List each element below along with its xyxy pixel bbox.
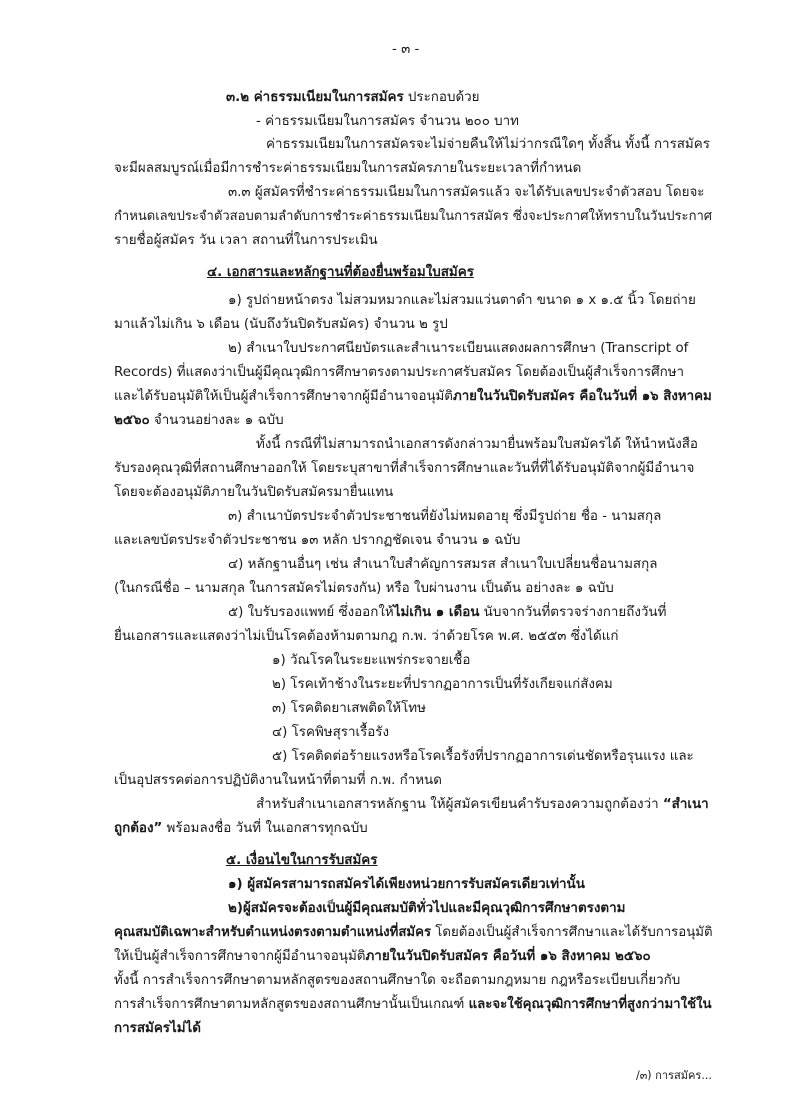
doc-item-5-line-2: ยื่นเอกสารและแสดงว่าไม่เป็นโรคต้องห้ามตามกฎ ก.พ. ว่าด้วยโรค พ.ศ. ๒๕๕๓ ซึ่งได้แก่ — [114, 629, 619, 644]
doc-item-1-line-2: มาแล้วไม่เกิน ๖ เดือน (นับถึงวันปิดรับสมัคร) จำนวน ๒ รูป — [114, 317, 448, 332]
section-4-heading: ๔. เอกสารและหลักฐานที่ต้องยื่นพร้อมใบสมัคร — [207, 265, 474, 280]
doc-item-5-limit: ไม่เกิน ๑ เดือน — [393, 605, 480, 620]
doc-item-2-line-3 — [114, 385, 712, 409]
doc-item-1-line-1: ๑) รูปถ่ายหน้าตรง ไม่สวมหมวกและไม่สวมแว่นตาดำ ขนาด ๑ x ๑.๕ นิ้ว โดยถ่าย — [228, 293, 696, 308]
certify-phrase-2: ถูกต้อง” — [114, 821, 163, 836]
certify-line-2 — [114, 817, 368, 841]
condition-2-text: โดยต้องเป็นผู้สำเร็จการศึกษาและได้รับการอนุมัติ — [431, 925, 713, 940]
condition-2-line-2 — [114, 921, 713, 945]
condition-1: ๑) ผู้สมัครสามารถสมัครได้เพียงหน่วยการรับสมัครเดียวเท่านั้น — [228, 877, 585, 892]
condition-2-qualification: คุณสมบัติเฉพาะสำหรับตำแหน่งตรงตามตำแหน่งที่สมัคร — [114, 925, 432, 940]
condition-2-line-3-text: ให้เป็นผู้สำเร็จการศึกษาจากผู้มีอำนาจอนุมัติ — [114, 949, 366, 964]
doc-item-4-line-2: (ในกรณีชื่อ – นามสกุล ในการสมัครไม่ตรงกัน) หรือ ใบผ่านงาน เป็นต้น อย่างละ ๑ ฉบับ — [114, 581, 614, 596]
doc-item-2-note-line-2: รับรองคุณวุฒิที่สถานศึกษาออกให้ โดยระบุสาขาที่สำเร็จการศึกษาและวันที่ที่ได้รับอนุมัติจากผู้มีอำนาจ — [114, 461, 695, 476]
disease-item: ๑) วัณโรคในระยะแพร่กระจายเชื้อ — [272, 653, 471, 668]
doc-item-3-line-2: และเลขบัตรประจำตัวประชาชน ๑๓ หลัก ปรากฏชัดเจน จำนวน ๑ ฉบับ — [114, 533, 521, 548]
disease-item: ๓) โรคติดยาเสพติดให้โทษ — [272, 701, 426, 716]
doc-item-5-text-a: ๕) ใบรับรองแพทย์ ซึ่งออกให้ — [228, 605, 394, 620]
certify-text: สำหรับสำเนาเอกสารหลักฐาน ให้ผู้สมัครเขียนคำรับรองความถูกต้องว่า — [256, 797, 663, 812]
doc-item-2-line-3-text: และได้รับอนุมัติให้เป็นผู้สำเร็จการศึกษาจากผู้มีอำนาจอนุมัติ — [114, 389, 453, 404]
condition-2-line-5 — [114, 993, 712, 1017]
section-3-3-line-3: รายชื่อผู้สมัคร วัน เวลา สถานที่ในการประเมิน — [114, 233, 378, 248]
disease-item: ๒) โรคเท้าช้างในระยะที่ปรากฏอาการเป็นที่รังเกียจแก่สังคม — [272, 677, 613, 692]
condition-2-line-1: ๒)ผู้สมัครจะต้องเป็นผู้มีคุณสมบัติทั่วไปและมีคุณวุฒิการศึกษาตรงตาม — [228, 901, 626, 916]
doc-item-5-text-c: นับจากวันที่ตรวจร่างกายถึงวันที่ — [479, 605, 667, 620]
disease-item: ๕) โรคติดต่อร้ายแรงหรือโรคเรื้อรังที่ปรากฏอาการเด่นชัดหรือรุนแรง และ — [272, 749, 694, 764]
page-number: - ๓ - — [392, 42, 420, 57]
doc-item-5-line-1 — [228, 601, 666, 625]
disease-item: ๔) โรคพิษสุราเรื้อรัง — [272, 725, 390, 740]
certify-line-1 — [256, 793, 709, 817]
doc-item-2-note-line-3: โดยจะต้องอนุมัติภายในวันปิดรับสมัครมายื่นแทน — [114, 485, 394, 500]
certify-phrase-1: “สำเนา — [662, 797, 709, 812]
doc-item-2-copies: จำนวนอย่างละ ๑ ฉบับ — [149, 413, 284, 428]
doc-item-4-line-1: ๔) หลักฐานอื่นๆ เช่น สำเนาใบสำคัญการสมรส สำเนาใบเปลี่ยนชื่อนามสกุล — [228, 557, 658, 572]
doc-item-2-line-1: ๒) สำเนาใบประกาศนียบัตรและสำเนาระเบียนแสดงผลการศึกษา (Transcript of — [228, 341, 689, 356]
condition-2-line-4: ทั้งนี้ การสำเร็จการศึกษาตามหลักสูตรของสถานศึกษาใด จะถือตามกฎหมาย กฎหรือระเบียบเกี่ยวกับ — [114, 973, 681, 988]
fee-item: - ค่าธรรมเนียมในการสมัคร จำนวน ๒๐๐ บาท — [256, 114, 519, 129]
condition-2-line-5-text: การสำเร็จการศึกษาตามหลักสูตรของสถานศึกษานั้นเป็นเกณฑ์ — [114, 997, 469, 1012]
section-3-3-line-2: กำหนดเลขประจำตัวสอบตามลำดับการชำระค่าธรรมเนียมในการสมัคร ซึ่งจะประกาศให้ทราบในวันประกาศ — [114, 209, 713, 224]
doc-item-2-line-2: Records) ที่แสดงว่าเป็นผู้มีคุณวุฒิการศึกษาตรงตามประกาศรับสมัคร โดยต้องเป็นผู้สำเร็จการศึกษา — [114, 365, 685, 380]
section-3-2-title-rest: ประกอบด้วย — [403, 90, 480, 105]
condition-2-higher-degree: และจะใช้คุณวุฒิการศึกษาที่สูงกว่ามาใช้ใน — [468, 997, 712, 1012]
continuation-note: /๓) การสมัคร... — [636, 1069, 712, 1082]
doc-item-2-year: ๒๕๖๐ — [114, 413, 150, 428]
section-3-2-title: ๓.๒ ค่าธรรมเนียมในการสมัคร — [226, 90, 404, 105]
fee-note-line-1: ค่าธรรมเนียมในการสมัครจะไม่จ่ายคืนให้ไม่ว่ากรณีใดๆ ทั้งสิ้น ทั้งนี้ การสมัคร — [266, 137, 710, 152]
section-3-3-line-1: ๓.๓ ผู้สมัครที่ชำระค่าธรรมเนียมในการสมัครแล้ว จะได้รับเลขประจำตัวสอบ โดยจะ — [228, 185, 705, 200]
doc-item-3-line-1: ๓) สำเนาบัตรประจำตัวประชาชนที่ยังไม่หมดอายุ ซึ่งมีรูปถ่าย ชื่อ - นามสกุล — [228, 509, 662, 524]
condition-2-line-3 — [114, 945, 651, 969]
disease-item-5-line-2: เป็นอุปสรรคต่อการปฏิบัติงานในหน้าที่ตามที่ ก.พ. กำหนด — [114, 773, 442, 788]
condition-2-line-6: การสมัครไม่ได้ — [114, 1021, 201, 1036]
section-3-2-heading — [226, 86, 480, 110]
certify-text-2: พร้อมลงชื่อ วันที่ ในเอกสารทุกฉบับ — [162, 821, 368, 836]
condition-2-deadline: ภายในวันปิดรับสมัคร คือวันที่ ๑๖ สิงหาคม ๒๕๖๐ — [365, 949, 651, 964]
section-5-heading: ๕. เงื่อนไขในการรับสมัคร — [226, 853, 378, 868]
doc-item-2-line-4 — [114, 409, 284, 433]
fee-note-line-2: จะมีผลสมบูรณ์เมื่อมีการชำระค่าธรรมเนียมในการสมัครภายในระยะเวลาที่กำหนด — [114, 161, 582, 176]
doc-item-2-deadline: ภายในวันปิดรับสมัคร คือในวันที่ ๑๖ สิงหาคม — [452, 389, 712, 404]
doc-item-2-note-line-1: ทั้งนี้ กรณีที่ไม่สามารถนำเอกสารดังกล่าวมายื่นพร้อมใบสมัครได้ ให้นำหนังสือ — [256, 437, 698, 452]
